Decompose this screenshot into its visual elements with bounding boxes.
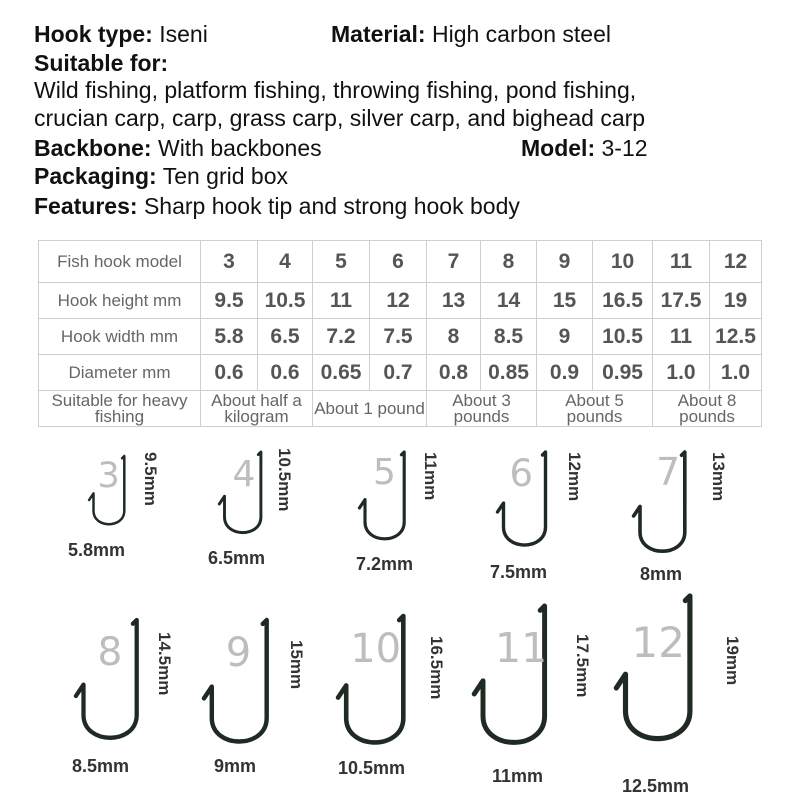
hook-width-label: 11mm [492, 766, 544, 786]
diameter-cell: 1.0 [653, 355, 710, 391]
width-cell: 10.5 [593, 319, 653, 355]
hook-number-label: 5 [373, 452, 396, 493]
width-cell: 7.2 [313, 319, 370, 355]
diameter-cell: 0.65 [313, 355, 370, 391]
hook-number-label: 11 [495, 624, 548, 672]
hook-width-label: 5.8mm [68, 540, 126, 560]
heavy-cell: About 5 pounds [537, 391, 653, 427]
diameter-cell: 0.6 [258, 355, 313, 391]
features-label: Features: [34, 193, 138, 219]
hook-width-label: 7.5mm [490, 562, 548, 582]
width-cell: 5.8 [201, 319, 258, 355]
heavy-cell: About 1 pound [313, 391, 427, 427]
hook-type-label: Hook type: [34, 21, 153, 47]
diameter-cell: 0.9 [537, 355, 593, 391]
hook-number-label: 8 [97, 630, 123, 675]
hook-number-label: 10 [350, 626, 402, 672]
height-cell: 13 [427, 283, 481, 319]
hook-number-label: 6 [509, 452, 534, 495]
model-cell: 3 [201, 241, 258, 283]
suitable-line-1: Wild fishing, platform fishing, throwing fishing, pond fishing, [34, 77, 637, 103]
width-cell: 7.5 [370, 319, 427, 355]
hook-number-label: 7 [656, 450, 681, 494]
height-cell: 9.5 [201, 283, 258, 319]
model-cell: 5 [313, 241, 370, 283]
height-cell: 10.5 [258, 283, 313, 319]
hook-number-label: 9 [225, 630, 252, 676]
width-cell: 8.5 [481, 319, 537, 355]
model-cell: 6 [370, 241, 427, 283]
heavy-cell: About 8 pounds [653, 391, 762, 427]
hook-width-label: 12.5mm [622, 776, 690, 796]
width-label-cell: Hook width mm [39, 319, 201, 355]
width-cell: 9 [537, 319, 593, 355]
model-cell: 11 [653, 241, 710, 283]
height-cell: 19 [710, 283, 762, 319]
hook-width-label: 9mm [214, 756, 257, 776]
diameter-cell: 0.95 [593, 355, 653, 391]
diameter-cell: 0.6 [201, 355, 258, 391]
model-cell: 12 [710, 241, 762, 283]
model-cell: 9 [537, 241, 593, 283]
diameter-cell: 0.7 [370, 355, 427, 391]
heavy-cell: About half a kilogram [201, 391, 313, 427]
hook-height-label: 19mm [723, 636, 742, 686]
hook-width-label: 8.5mm [72, 756, 130, 776]
backbone-value: With backbones [157, 135, 322, 161]
diameter-cell: 0.8 [427, 355, 481, 391]
hook-height-label: 15mm [287, 640, 306, 690]
diameter-label-cell: Diameter mm [39, 355, 201, 391]
hook-height-label: 14.5mm [155, 632, 174, 696]
hook-icon [496, 452, 571, 557]
hook-width-label: 10.5mm [338, 758, 406, 778]
model-value: 3-12 [601, 135, 648, 161]
width-cell: 8 [427, 319, 481, 355]
material-value: High carbon steel [431, 21, 611, 47]
model-cell: 4 [258, 241, 313, 283]
packaging-label: Packaging: [34, 163, 157, 189]
hook-width-label: 8mm [640, 564, 683, 584]
model-cell: 7 [427, 241, 481, 283]
height-cell: 14 [481, 283, 537, 319]
hook-height-label: 11mm [421, 452, 440, 501]
features-value: Sharp hook tip and strong hook body [143, 193, 520, 219]
hook-height-label: 16.5mm [427, 636, 446, 700]
material-label: Material: [331, 21, 426, 47]
diameter-cell: 1.0 [710, 355, 762, 391]
hook-width-label: 7.2mm [356, 554, 414, 574]
model-header-cell: Fish hook model [39, 241, 201, 283]
hook-type-value: Iseni [159, 21, 208, 47]
hook-height-label: 13mm [709, 452, 728, 502]
backbone-label: Backbone: [34, 135, 152, 161]
hook-height-label: 17.5mm [573, 634, 592, 698]
hook-number-label: 12 [631, 618, 685, 667]
width-cell: 6.5 [258, 319, 313, 355]
height-cell: 15 [537, 283, 593, 319]
hook-number-label: 4 [232, 454, 256, 495]
width-cell: 11 [653, 319, 710, 355]
height-label-cell: Hook height mm [39, 283, 201, 319]
diameter-cell: 0.85 [481, 355, 537, 391]
width-cell: 12.5 [710, 319, 762, 355]
model-cell: 10 [593, 241, 653, 283]
hook-height-label: 10.5mm [275, 448, 294, 512]
hook-height-label: 12mm [565, 452, 584, 502]
suitable-label-text: Suitable for: [34, 50, 169, 76]
height-cell: 12 [370, 283, 427, 319]
packaging-value: Ten grid box [162, 163, 289, 189]
heavy-cell: About 3 pounds [427, 391, 537, 427]
model-cell: 8 [481, 241, 537, 283]
height-cell: 17.5 [653, 283, 710, 319]
height-cell: 16.5 [593, 283, 653, 319]
hook-number-label: 3 [97, 456, 120, 496]
hook-width-label: 6.5mm [208, 548, 266, 568]
model-label: Model: [521, 135, 596, 161]
suitable-line-2: crucian carp, carp, grass carp, silver carp, and bighead carp [34, 105, 646, 131]
hook-height-label: 9.5mm [141, 452, 160, 506]
heavy-label-cell: Suitable for heavy fishing [39, 391, 201, 427]
height-cell: 11 [313, 283, 370, 319]
